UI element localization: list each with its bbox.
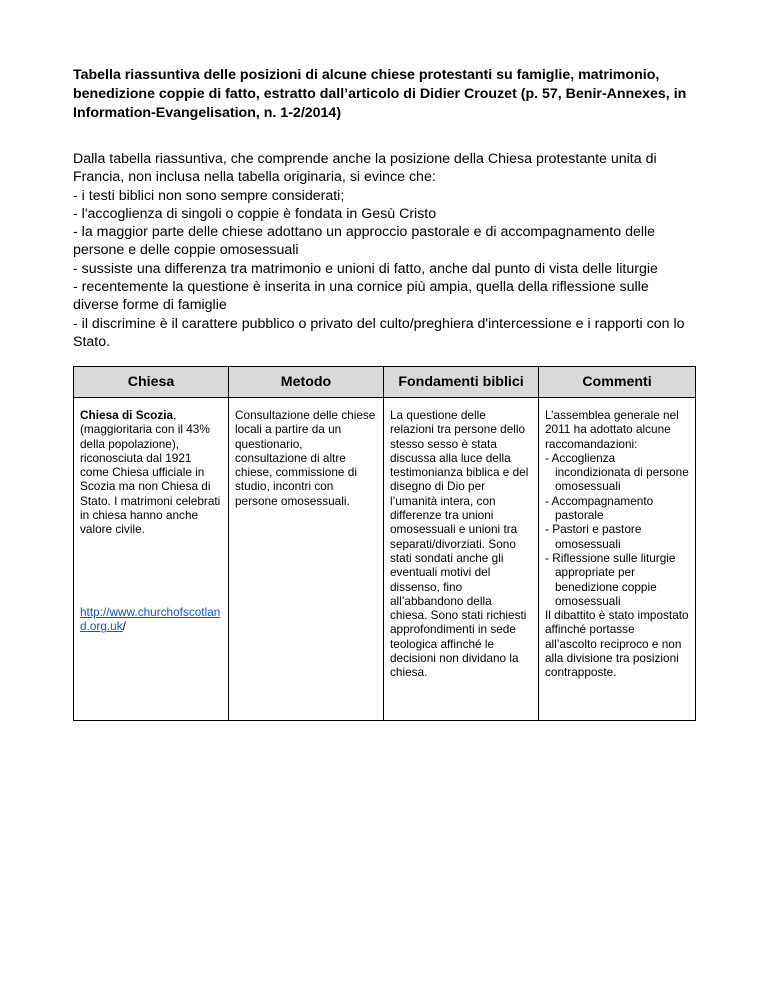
link-suffix: / xyxy=(122,619,126,634)
header-fondamenti-biblici: Fondamenti biblici xyxy=(384,367,539,398)
commenti-item: - Accompagnamento pastorale xyxy=(545,493,654,523)
document-title: Tabella riassuntiva delle posizioni di alcune chiese protestanti su famiglie, matrimonio, benedizione coppie di fatto, estratto dall’articolo di Didier Crouzet (p. 57, Benir-Annexes, in Information-Evangelisation, n. 1-2/2014) xyxy=(73,67,687,121)
metodo-text: Consultazione delle chiese locali a partire da un questionario, consultazione di altre chiese, commissione di studio, incontri con persone omosessuali. xyxy=(235,408,376,508)
church-details: , (maggioritaria con il 43% della popolazione), riconosciuta dal 1921 come Chiesa ufficiale in Scozia ma non Chiesa di Stato. I matrimoni celebrati in chiesa hanno anche valore civile. xyxy=(80,408,221,537)
summary-table xyxy=(73,366,696,721)
cell-chiesa xyxy=(74,398,229,721)
intro-bullet: - il discrimine è il carattere pubblico o privato del culto/preghiera d'intercessione e i rapporti con lo Stato. xyxy=(73,315,685,350)
church-link-container xyxy=(80,605,223,634)
table-header-row xyxy=(74,367,696,398)
intro-bullet: - l'accoglienza di singoli o coppie è fondata in Gesù Cristo xyxy=(73,205,437,222)
intro-bullet: - la maggior parte delle chiese adottano un approccio pastorale e di accompagnamento delle persone e delle coppie omosessuali xyxy=(73,224,656,259)
fondamenti-text: La questione delle relazioni tra persone dello stesso sesso è stata discussa alla luce della testimonianza biblica e del disegno di Dio per l’umanità intera, con differenze tra unioni omosessuali e unioni tra separati/divorziati. Sono stati sondati anche gli eventuali motivi del dissenso, fino all’abbandono della chiesa. Sono stati richiesti approfondimenti in sede teologica affinché le decisioni non dividano la chiesa. xyxy=(390,408,529,680)
commenti-item: - Accoglienza incondizionata di persone omosessuali xyxy=(545,450,689,494)
commenti-intro: L’assemblea generale nel 2011 ha adottato alcune raccomandazioni: xyxy=(545,408,679,451)
commenti-item: - Riflessione sulle liturgie appropriate per benedizione coppie omosessuali xyxy=(545,550,676,608)
cell-metodo xyxy=(229,398,384,721)
cell-fondamenti-biblici xyxy=(384,398,539,721)
header-chiesa: Chiesa xyxy=(74,367,229,398)
commenti-item: - Pastori e pastore omosessuali xyxy=(545,522,642,551)
commenti-outro: Il dibattito è stato impostato affinché portasse all’ascolto reciproco e non alla divisione tra posizioni contrapposte. xyxy=(545,608,689,680)
intro-bullet: - recentemente la questione è inserita in una cornice più ampia, quella della riflessione sulle diverse forme di famiglie xyxy=(73,279,649,314)
cell-commenti xyxy=(539,398,696,721)
church-name: Chiesa di Scozia xyxy=(80,408,174,422)
chiesa-description xyxy=(80,408,222,537)
intro-bullet: - sussiste una differenza tra matrimonio e unioni di fatto, anche dal punto di vista delle liturgie xyxy=(73,260,658,277)
intro-bullet: - i testi biblici non sono sempre considerati; xyxy=(73,187,345,204)
header-commenti: Commenti xyxy=(539,367,696,398)
intro-paragraph: Dalla tabella riassuntiva, che comprende anche la posizione della Chiesa protestante unita di Francia, non inclusa nella tabella originaria, si evince che: xyxy=(73,151,657,186)
church-website-link[interactable]: http://www.churchofscotland.org.uk xyxy=(80,605,221,634)
table-row xyxy=(74,398,696,721)
intro-text xyxy=(73,150,695,351)
header-metodo: Metodo xyxy=(229,367,384,398)
